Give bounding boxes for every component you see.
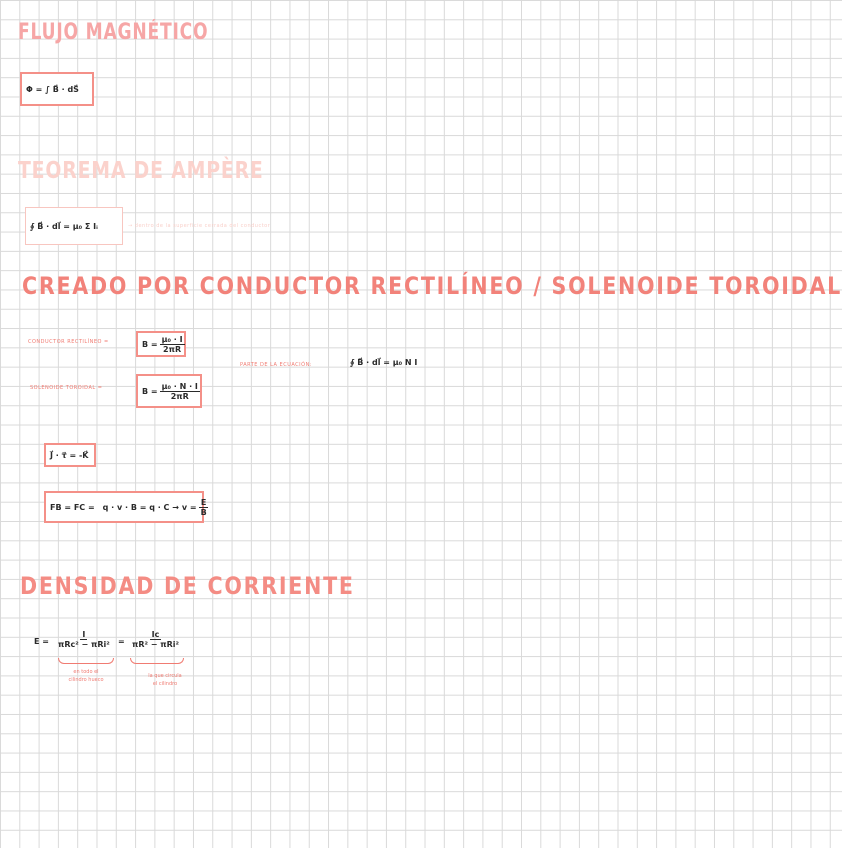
densidad-frac2-den: πR² − πRi² xyxy=(132,640,179,649)
ampere-formula: ∮ B⃗ · dl⃗ = μ₀ Σ Iᵢ xyxy=(30,221,98,231)
densidad-frac2 xyxy=(128,630,181,649)
fuerza-lhs: FB = FC = xyxy=(50,502,95,512)
densidad-note-2-line2: el cilindro xyxy=(152,681,178,687)
densidad-note-2-line1: la que circula xyxy=(148,673,182,679)
conductor-fraction xyxy=(160,335,185,354)
conductor-lhs: B = xyxy=(142,339,158,349)
solenoide-fraction xyxy=(160,382,200,401)
densidad-lhs: E = xyxy=(34,637,49,646)
densidad-note-1-line1: en todo el xyxy=(73,669,99,675)
fuerza-box xyxy=(44,491,207,523)
conductor-label: CONDUCTOR RECTILÍNEO = xyxy=(28,339,109,345)
densidad-frac1 xyxy=(54,630,112,649)
torque-box xyxy=(44,443,96,467)
conductor-formula-box xyxy=(136,331,186,357)
conductor-den: 2πR xyxy=(163,344,182,354)
densidad-brace-2 xyxy=(130,658,184,664)
densidad-frac1-den: πRc² − πRi² xyxy=(58,640,110,649)
solenoide-lhs: B = xyxy=(142,386,158,396)
ampere-note: → dentro de la superficie cerrada del conductor xyxy=(128,223,271,229)
ampere-formula-box xyxy=(25,207,123,245)
fuerza-den: B xyxy=(200,507,207,517)
fuerza-fraction xyxy=(199,498,209,517)
section-title-flujo: FLUJO MAGNÉTICO xyxy=(18,20,209,45)
flujo-formula: Φ = ∫ B⃗ · dS⃗ xyxy=(26,84,79,94)
solenoide-label: SOLENOIDE TOROIDAL = xyxy=(30,385,103,391)
section-title-creado: CREADO POR CONDUCTOR RECTILÍNEO / SOLENOIDE TOROIDAL xyxy=(22,272,842,300)
section-title-densidad: DENSIDAD DE CORRIENTE xyxy=(20,572,355,600)
flujo-formula-box xyxy=(20,72,94,106)
densidad-eq: = xyxy=(118,637,125,646)
parte-label: PARTE DE LA ECUACIÓN: xyxy=(240,362,313,368)
densidad-brace-1 xyxy=(58,658,114,664)
torque-formula: J⃗ · τ⃗ = -K⃗ xyxy=(50,450,89,460)
solenoide-den: 2πR xyxy=(170,391,189,401)
fuerza-num: E xyxy=(200,497,207,507)
fuerza-mid: q · v · B = q · C → xyxy=(102,502,179,512)
densidad-note-2 xyxy=(132,672,198,688)
section-title-ampere: TEOREMA DE AMPÈRE xyxy=(18,158,264,184)
solenoide-num: μ₀ · N · I xyxy=(161,381,198,391)
conductor-num: μ₀ · I xyxy=(161,334,183,344)
densidad-frac2-num: Ic xyxy=(151,630,160,639)
fuerza-rhs: v = xyxy=(181,502,197,512)
densidad-note-1 xyxy=(58,668,114,684)
parte-formula: ∮ B⃗ · dl⃗ = μ₀ N I xyxy=(350,358,418,367)
densidad-note-1-line2: cilindro hueco xyxy=(68,677,104,683)
densidad-frac1-num: I xyxy=(82,630,86,639)
solenoide-formula-box xyxy=(136,374,202,408)
